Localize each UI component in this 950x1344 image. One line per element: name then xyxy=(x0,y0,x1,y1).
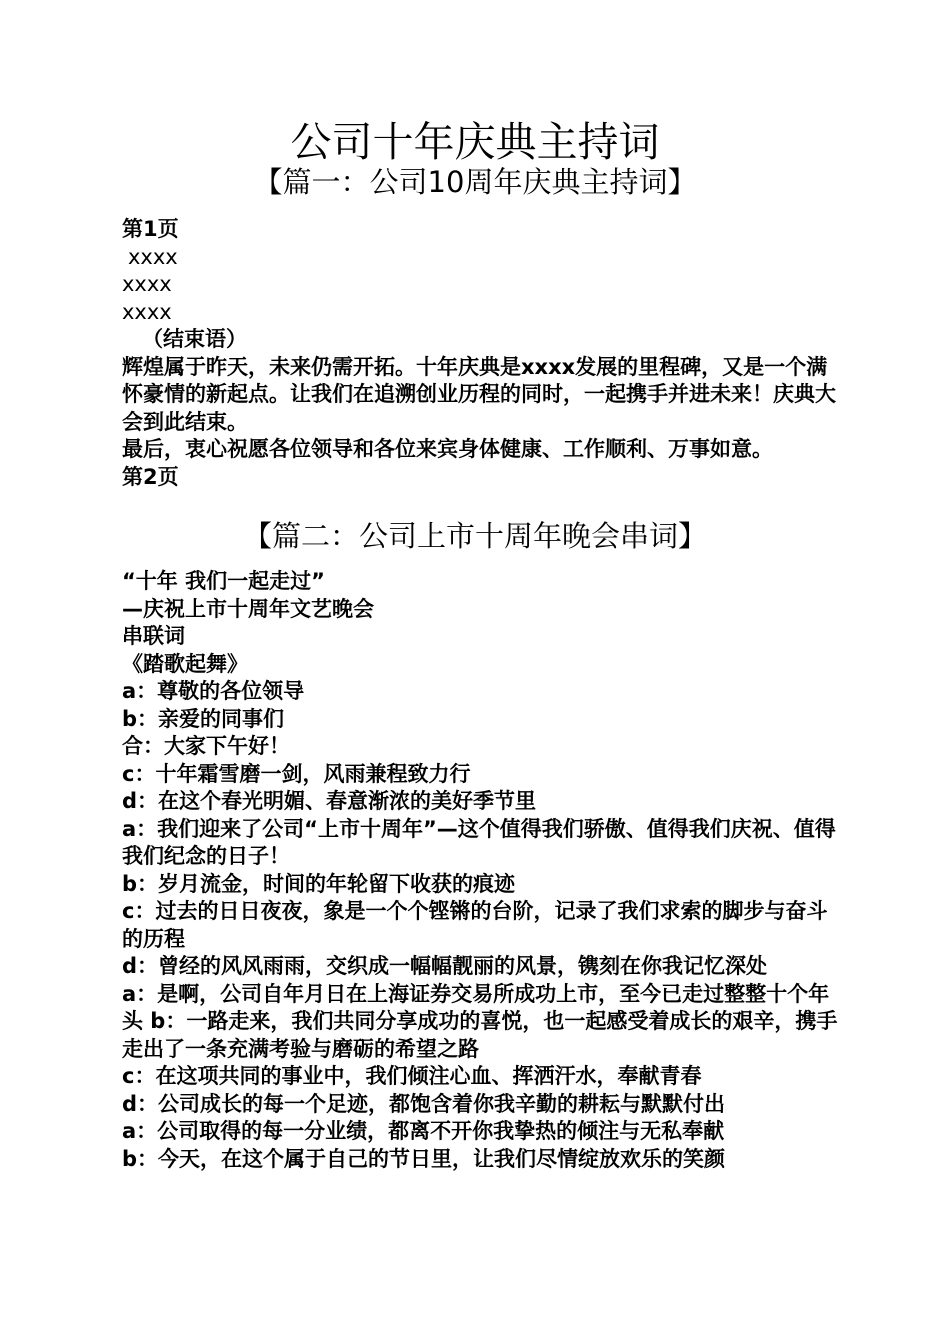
script-line: d：曾经的风风雨雨，交织成一幅幅靓丽的风景，镌刻在你我记忆深处 xyxy=(122,954,768,978)
script-line: —庆祝上市十周年文艺晚会 xyxy=(122,596,374,621)
page-marker: 第1页 xyxy=(122,217,179,241)
section-body xyxy=(116,568,838,1173)
script-line: c：过去的日日夜夜，象是一个个铿锵的台阶，记录了我们求索的脚步与奋斗的历程 xyxy=(122,899,828,951)
script-line: 《踏歌起舞》 xyxy=(122,651,248,676)
script-line: 合：大家下午好！ xyxy=(122,734,290,758)
script-line: a：是啊，公司自年月日在上海证券交易所成功上市，至今已走过整整十个年头 b：一路走来，我们共同分享成功的喜悦，也一起感受着成长的艰辛，携手走出了一条充满考验与磨砺的希望之路 xyxy=(122,981,838,1061)
placeholder-line: xxxx xyxy=(122,272,172,296)
closing-label: （结束语） xyxy=(142,327,247,351)
section-heading: 【篇一：公司10周年庆典主持词】 xyxy=(253,165,697,199)
document-title: 公司十年庆典主持词 xyxy=(290,118,660,166)
script-line: a：尊敬的各位领导 xyxy=(122,679,305,703)
paragraph: 最后，衷心祝愿各位领导和各位来宾身体健康、工作顺利、万事如意。 xyxy=(122,437,773,461)
script-line: c：在这项共同的事业中，我们倾注心血、挥洒汗水，奉献青春 xyxy=(122,1064,702,1088)
script-line: a：公司取得的每一分业绩，都离不开你我挚热的倾注与无私奉献 xyxy=(122,1119,725,1143)
section-body xyxy=(116,216,838,491)
script-line: b：今天，在这个属于自己的节日里，让我们尽情绽放欢乐的笑颜 xyxy=(122,1146,726,1171)
script-line: c：十年霜雪磨一剑，风雨兼程致力行 xyxy=(122,761,471,786)
script-line: b：岁月流金，时间的年轮留下收获的痕迹 xyxy=(122,871,516,896)
script-line: b：亲爱的同事们 xyxy=(122,706,285,731)
script-line: 串联词 xyxy=(122,624,185,648)
page-marker: 第2页 xyxy=(122,464,179,489)
section-heading: 【篇二：公司上市十周年晚会串词】 xyxy=(242,519,707,553)
placeholder-line: xxxx xyxy=(122,299,172,324)
script-line: “十年 我们一起走过” xyxy=(122,569,325,593)
script-line: d：在这个春光明媚、春意渐浓的美好季节里 xyxy=(122,789,537,813)
paragraph: 辉煌属于昨天，未来仍需开拓。十年庆典是xxxx发展的里程碑，又是一个满怀豪情的新起点。让我们在追溯创业历程的同时，一起携手并进未来！庆典大会到此结束。 xyxy=(122,354,836,434)
script-line: a：我们迎来了公司“上市十周年”—这个值得我们骄傲、值得我们庆祝、值得我们纪念的日子！ xyxy=(122,816,836,868)
script-line: d：公司成长的每一个足迹，都饱含着你我辛勤的耕耘与默默付出 xyxy=(122,1091,726,1116)
placeholder-line: xxxx xyxy=(128,244,178,269)
